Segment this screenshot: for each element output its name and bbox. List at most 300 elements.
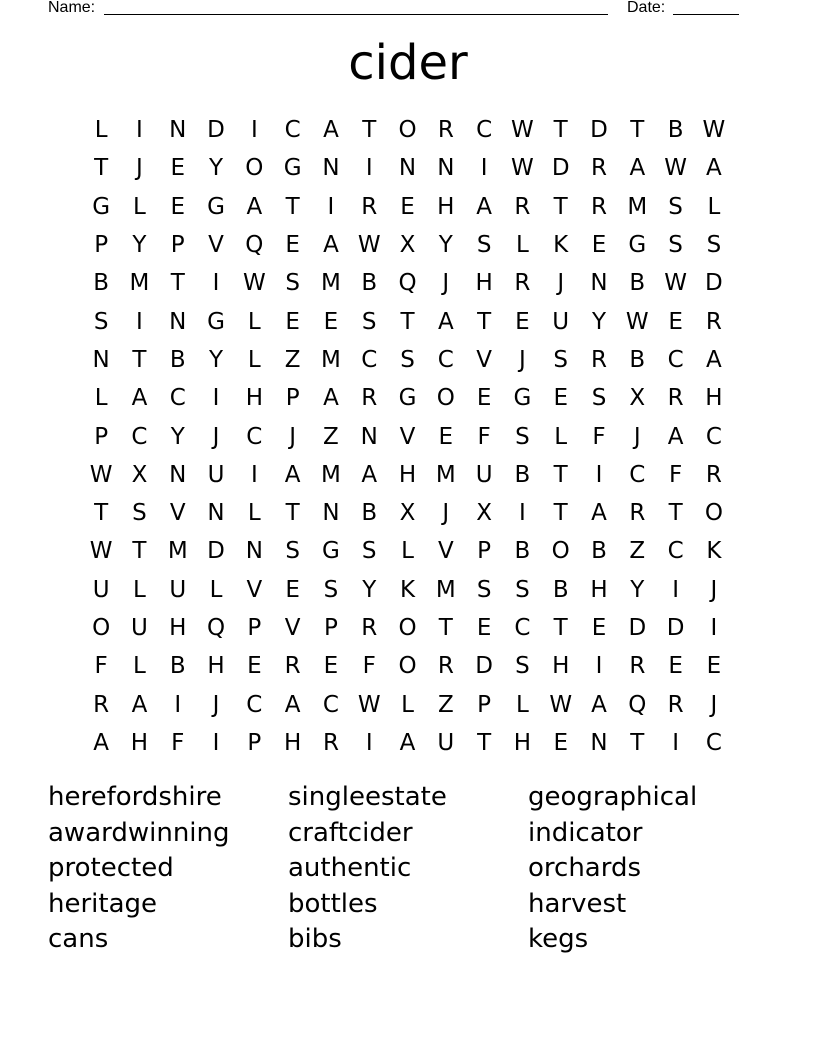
grid-letter[interactable]: T [553,615,568,641]
grid-letter[interactable]: A [323,385,339,412]
grid-letter[interactable]: C [361,346,378,373]
grid-letter[interactable]: B [629,270,646,297]
grid-letter[interactable]: T [553,117,568,144]
grid-letter[interactable]: G [207,193,225,220]
grid-letter[interactable]: A [284,461,301,488]
grid-letter[interactable]: O [398,615,417,641]
grid-letter[interactable]: T [477,729,492,756]
grid-letter[interactable]: C [437,346,454,373]
grid-letter[interactable]: N [398,155,417,182]
grid-letter[interactable]: L [401,538,414,565]
grid-letter[interactable]: C [169,385,186,412]
grid-letter[interactable]: D [475,653,493,680]
grid-letter[interactable]: W [511,155,534,182]
grid-letter[interactable]: S [361,308,377,335]
grid-letter[interactable]: W [511,117,534,144]
grid-letter[interactable]: W [549,691,573,718]
grid-letter[interactable]: W [357,691,381,718]
grid-letter[interactable]: Y [209,155,224,182]
grid-letter[interactable]: P [94,423,109,450]
word-list-item: orchards [528,853,642,884]
grid-letter[interactable]: G [283,155,302,182]
grid-letter[interactable]: A [323,117,339,144]
grid-letter[interactable]: O [92,615,111,641]
grid-letter[interactable]: N [322,155,340,182]
grid-letter[interactable]: U [437,729,455,756]
grid-letter[interactable]: M [627,193,648,220]
grid-letter[interactable]: P [323,615,338,641]
grid-letter[interactable]: I [365,729,373,756]
grid-letter[interactable]: C [705,423,722,450]
word-list-item: awardwinning [48,817,230,848]
grid-letter[interactable]: L [554,423,568,450]
grid-letter[interactable]: T [630,729,645,756]
grid-letter[interactable]: J [289,423,297,450]
grid-letter[interactable]: M [167,538,188,565]
grid-letter[interactable]: E [438,423,454,450]
grid-letter[interactable]: U [207,461,225,488]
grid-letter[interactable]: Y [591,308,607,335]
grid-letter[interactable]: B [169,346,186,373]
grid-letter[interactable]: T [285,500,300,527]
word-list [48,781,768,959]
grid-letter[interactable]: B [514,461,531,488]
grid-letter[interactable]: A [284,691,301,718]
grid-letter[interactable]: A [476,193,492,220]
grid-letter[interactable]: G [398,385,417,412]
grid-letter[interactable]: N [322,500,340,527]
grid-letter[interactable]: V [437,538,454,565]
grid-letter[interactable]: S [323,576,339,603]
grid-letter[interactable]: M [321,346,341,373]
word-list-item: craftcider [288,817,413,848]
grid-letter[interactable]: N [207,500,225,527]
grid-letter[interactable]: N [590,729,608,756]
grid-letter[interactable]: D [551,155,570,182]
grid-letter[interactable]: Y [630,576,645,603]
grid-letter[interactable]: E [170,155,186,182]
grid-letter[interactable]: N [360,423,378,450]
grid-letter[interactable]: E [553,385,568,412]
grid-letter[interactable]: I [136,308,143,335]
grid-letter[interactable]: M [321,461,341,488]
grid-letter[interactable]: I [480,155,488,182]
grid-letter[interactable]: I [212,729,220,756]
grid-letter[interactable]: X [399,232,416,259]
grid-letter[interactable]: Y [438,232,453,259]
grid-letter[interactable]: J [212,423,220,450]
grid-letter[interactable]: L [401,691,414,718]
grid-letter[interactable]: I [327,193,335,220]
grid-letter[interactable]: M [321,270,341,297]
grid-letter[interactable]: S [515,576,530,603]
grid-letter[interactable]: M [435,461,456,488]
grid-letter[interactable]: V [284,615,301,641]
grid-letter[interactable]: J [710,576,718,603]
grid-letter[interactable]: L [247,346,261,373]
grid-letter[interactable]: X [399,500,416,527]
grid-letter[interactable]: S [591,385,607,412]
grid-letter[interactable]: X [629,385,646,412]
grid-letter[interactable]: L [516,232,529,259]
grid-letter[interactable]: T [132,538,147,565]
grid-letter[interactable]: H [437,193,455,220]
grid-letter[interactable]: S [132,500,147,527]
grid-letter[interactable]: I [212,385,220,412]
grid-letter[interactable]: T [438,615,453,641]
grid-letter[interactable]: T [553,500,568,527]
grid-letter[interactable]: H [130,729,149,756]
grid-letter[interactable]: N [92,346,110,373]
grid-letter[interactable]: R [322,729,339,756]
grid-letter[interactable]: N [590,270,608,297]
grid-letter[interactable]: J [136,155,143,182]
grid-letter[interactable]: C [705,729,722,756]
grid-letter[interactable]: D [207,117,225,144]
grid-letter[interactable]: W [242,270,266,297]
grid-letter[interactable]: R [361,615,378,641]
grid-letter[interactable]: C [667,346,684,373]
grid-letter[interactable]: D [628,615,647,641]
grid-letter[interactable]: B [93,270,110,297]
grid-letter[interactable]: Q [398,270,417,297]
grid-letter[interactable]: F [171,729,185,756]
grid-letter[interactable]: C [514,615,531,641]
grid-letter[interactable]: I [595,653,603,680]
grid-letter[interactable]: E [668,308,683,335]
grid-letter[interactable]: A [93,729,110,756]
word-list-item: bibs [288,924,342,955]
grid-letter[interactable]: H [475,270,493,297]
grid-letter[interactable]: D [705,270,723,297]
grid-letter[interactable]: J [633,423,641,450]
grid-letter[interactable]: J [557,270,565,297]
grid-letter[interactable]: A [591,500,607,527]
grid-letter[interactable]: Q [628,691,647,718]
grid-letter[interactable]: L [247,500,261,527]
grid-letter[interactable]: F [94,653,108,680]
grid-letter[interactable]: B [361,270,378,297]
letter-grid [82,111,733,762]
grid-letter[interactable]: E [476,615,492,641]
grid-letter[interactable]: C [284,117,301,144]
grid-letter[interactable]: Y [209,346,224,373]
grid-letter[interactable]: Y [362,576,377,603]
grid-letter[interactable]: X [131,461,148,488]
grid-letter[interactable]: S [93,308,109,335]
grid-letter[interactable]: E [553,729,568,756]
grid-letter[interactable]: Z [437,691,454,718]
grid-letter[interactable]: L [133,576,146,603]
grid-letter[interactable]: N [437,155,455,182]
grid-letter[interactable]: I [365,155,373,182]
grid-letter[interactable]: H [283,729,302,756]
grid-letter[interactable]: T [362,117,377,144]
grid-letter[interactable]: R [667,385,684,412]
grid-letter[interactable]: K [399,576,416,603]
grid-letter[interactable]: L [94,385,108,412]
grid-letter[interactable]: T [170,270,185,297]
grid-letter[interactable]: R [705,308,722,335]
grid-letter[interactable]: T [477,308,492,335]
grid-letter[interactable]: Q [245,232,264,259]
grid-letter[interactable]: E [668,653,683,680]
grid-letter[interactable]: J [442,270,450,297]
grid-letter[interactable]: R [591,155,607,182]
grid-letter[interactable]: O [551,538,570,565]
grid-letter[interactable]: W [702,117,726,144]
grid-letter[interactable]: O [436,385,455,412]
grid-letter[interactable]: I [672,576,679,603]
grid-letter[interactable]: F [592,423,606,450]
grid-letter[interactable]: E [323,308,339,335]
grid-letter[interactable]: O [245,155,264,182]
grid-letter[interactable]: H [207,653,225,680]
grid-letter[interactable]: N [169,461,187,488]
grid-letter[interactable]: L [133,653,146,680]
word-list-item: heritage [48,888,158,919]
grid-letter[interactable]: A [706,346,722,373]
grid-letter[interactable]: T [668,500,683,527]
grid-letter[interactable]: P [170,232,185,259]
grid-letter[interactable]: A [629,155,646,182]
grid-letter[interactable]: A [399,729,416,756]
grid-letter[interactable]: B [361,500,378,527]
grid-letter[interactable]: S [285,270,300,297]
grid-letter[interactable]: E [515,308,530,335]
grid-letter[interactable]: I [212,270,220,297]
grid-letter[interactable]: H [552,653,570,680]
grid-letter[interactable]: L [209,576,223,603]
grid-letter[interactable]: G [322,538,340,565]
grid-letter[interactable]: L [133,193,146,220]
grid-letter[interactable]: E [285,308,300,335]
grid-letter[interactable]: T [285,193,300,220]
grid-letter[interactable]: I [519,500,526,527]
grid-letter[interactable]: F [668,461,683,488]
grid-letter[interactable]: D [666,615,685,641]
grid-letter[interactable]: K [706,538,722,565]
word-list-item: geographical [528,782,698,812]
grid-letter[interactable]: I [710,615,718,641]
grid-letter[interactable]: T [553,461,568,488]
grid-letter[interactable]: R [437,653,454,680]
grid-letter[interactable]: P [285,385,300,412]
grid-letter[interactable]: F [477,423,491,450]
grid-letter[interactable]: B [629,346,646,373]
grid-letter[interactable]: C [322,691,339,718]
grid-letter[interactable]: I [672,729,679,756]
grid-letter[interactable]: N [169,308,187,335]
grid-letter[interactable]: N [169,117,187,144]
grid-letter[interactable]: P [94,232,109,259]
grid-letter[interactable]: G [628,232,647,259]
grid-letter[interactable]: S [668,193,683,220]
grid-letter[interactable]: L [707,193,721,220]
grid-letter[interactable]: R [284,653,301,680]
grid-letter[interactable]: P [477,691,492,718]
grid-letter[interactable]: W [89,538,113,565]
date-field-line[interactable] [673,14,739,15]
grid-letter[interactable]: U [169,576,187,603]
grid-letter[interactable]: R [591,193,607,220]
grid-letter[interactable]: W [357,232,381,259]
grid-letter[interactable]: R [514,193,531,220]
grid-letter[interactable]: S [476,232,492,259]
grid-letter[interactable]: V [169,500,186,527]
grid-letter[interactable]: S [668,232,683,259]
grid-letter[interactable]: U [131,615,148,641]
grid-letter[interactable]: C [476,117,493,144]
grid-letter[interactable]: V [208,232,224,259]
grid-letter[interactable]: E [706,653,722,680]
grid-letter[interactable]: E [400,193,415,220]
grid-letter[interactable]: J [212,691,220,718]
grid-letter[interactable]: B [667,117,684,144]
grid-letter[interactable]: C [246,423,263,450]
grid-letter[interactable]: S [476,576,492,603]
grid-letter[interactable]: Z [323,423,339,450]
grid-letter[interactable]: O [398,117,417,144]
grid-letter[interactable]: A [131,691,148,718]
grid-letter[interactable]: D [590,117,608,144]
grid-letter[interactable]: A [667,423,684,450]
grid-letter[interactable]: K [553,232,569,259]
grid-letter[interactable]: A [131,385,148,412]
grid-letter[interactable]: Y [170,423,185,450]
grid-letter[interactable]: O [398,653,417,680]
grid-letter[interactable]: I [595,461,603,488]
grid-letter[interactable]: S [400,346,415,373]
grid-letter[interactable]: H [169,615,187,641]
grid-letter[interactable]: M [129,270,150,297]
grid-letter[interactable]: B [169,653,186,680]
grid-letter[interactable]: V [476,346,492,373]
grid-letter[interactable]: C [246,691,263,718]
grid-letter[interactable]: J [519,346,526,373]
grid-letter[interactable]: O [704,500,723,527]
grid-letter[interactable]: G [513,385,532,412]
grid-letter[interactable]: Z [284,346,301,373]
grid-letter[interactable]: G [207,308,225,335]
grid-letter[interactable]: E [285,232,300,259]
grid-letter[interactable]: I [136,117,143,144]
grid-letter[interactable]: E [285,576,300,603]
grid-letter[interactable]: E [170,193,186,220]
grid-letter[interactable]: R [705,461,722,488]
grid-letter[interactable]: U [552,308,570,335]
grid-letter[interactable]: R [629,500,646,527]
grid-letter[interactable]: V [399,423,416,450]
grid-letter[interactable]: H [705,385,723,412]
grid-letter[interactable]: S [553,346,569,373]
grid-letter[interactable]: H [513,729,532,756]
grid-letter[interactable]: X [476,500,492,527]
grid-letter[interactable]: A [361,461,378,488]
grid-letter[interactable]: R [361,193,378,220]
grid-letter[interactable]: W [625,308,649,335]
grid-letter[interactable]: R [437,117,454,144]
grid-letter[interactable]: H [398,461,417,488]
grid-letter[interactable]: L [94,117,108,144]
grid-letter[interactable]: G [92,193,111,220]
grid-letter[interactable]: Q [206,615,226,641]
grid-letter[interactable]: E [591,232,607,259]
grid-letter[interactable]: J [710,691,718,718]
grid-letter[interactable]: A [591,691,607,718]
grid-letter[interactable]: A [437,308,454,335]
grid-letter[interactable]: T [400,308,415,335]
grid-letter[interactable]: T [630,117,645,144]
grid-letter[interactable]: S [361,538,377,565]
grid-letter[interactable]: I [250,117,258,144]
grid-letter[interactable]: V [246,576,263,603]
grid-letter[interactable]: C [629,461,646,488]
grid-letter[interactable]: M [435,576,456,603]
grid-letter[interactable]: T [94,500,109,527]
grid-letter[interactable]: E [476,385,492,412]
grid-letter[interactable]: L [247,308,261,335]
grid-letter[interactable]: D [207,538,225,565]
grid-letter[interactable]: T [553,193,568,220]
grid-letter[interactable]: W [664,155,687,182]
grid-letter[interactable]: L [516,691,529,718]
grid-letter[interactable]: S [285,538,300,565]
grid-letter[interactable]: U [92,576,110,603]
grid-letter[interactable]: W [664,270,687,297]
name-field-line[interactable] [104,14,608,15]
grid-letter[interactable]: P [247,615,262,641]
grid-letter[interactable]: B [591,538,607,565]
grid-letter[interactable]: A [323,232,339,259]
grid-letter[interactable]: A [706,155,722,182]
grid-letter[interactable]: I [250,461,258,488]
grid-letter[interactable]: S [706,232,722,259]
grid-letter[interactable]: N [245,538,263,565]
grid-letter[interactable]: R [93,691,110,718]
grid-letter[interactable]: P [477,538,492,565]
grid-letter[interactable]: C [131,423,148,450]
grid-letter[interactable]: E [247,653,262,680]
grid-letter[interactable]: B [552,576,569,603]
grid-letter[interactable]: B [514,538,531,565]
grid-letter[interactable]: T [132,346,147,373]
grid-letter[interactable]: E [323,653,339,680]
grid-letter[interactable]: P [247,729,262,756]
grid-letter[interactable]: U [475,461,493,488]
grid-letter[interactable]: S [515,423,530,450]
puzzle-title: cider [348,35,468,91]
grid-letter[interactable]: J [442,500,450,527]
grid-letter[interactable]: Z [629,538,646,565]
grid-letter[interactable]: H [590,576,608,603]
grid-letter[interactable]: R [629,653,646,680]
grid-letter[interactable]: I [174,691,182,718]
grid-letter[interactable]: C [667,538,684,565]
grid-letter[interactable]: R [667,691,684,718]
grid-letter[interactable]: H [245,385,263,412]
grid-letter[interactable]: W [89,461,113,488]
grid-letter[interactable]: F [362,653,376,680]
grid-letter[interactable]: T [94,155,109,182]
grid-letter[interactable]: R [514,270,531,297]
grid-letter[interactable]: R [361,385,378,412]
grid-letter[interactable]: E [591,615,607,641]
grid-letter[interactable]: Y [132,232,147,259]
grid-letter[interactable]: A [246,193,263,220]
grid-letter[interactable]: R [591,346,607,373]
grid-letter[interactable]: S [515,653,530,680]
